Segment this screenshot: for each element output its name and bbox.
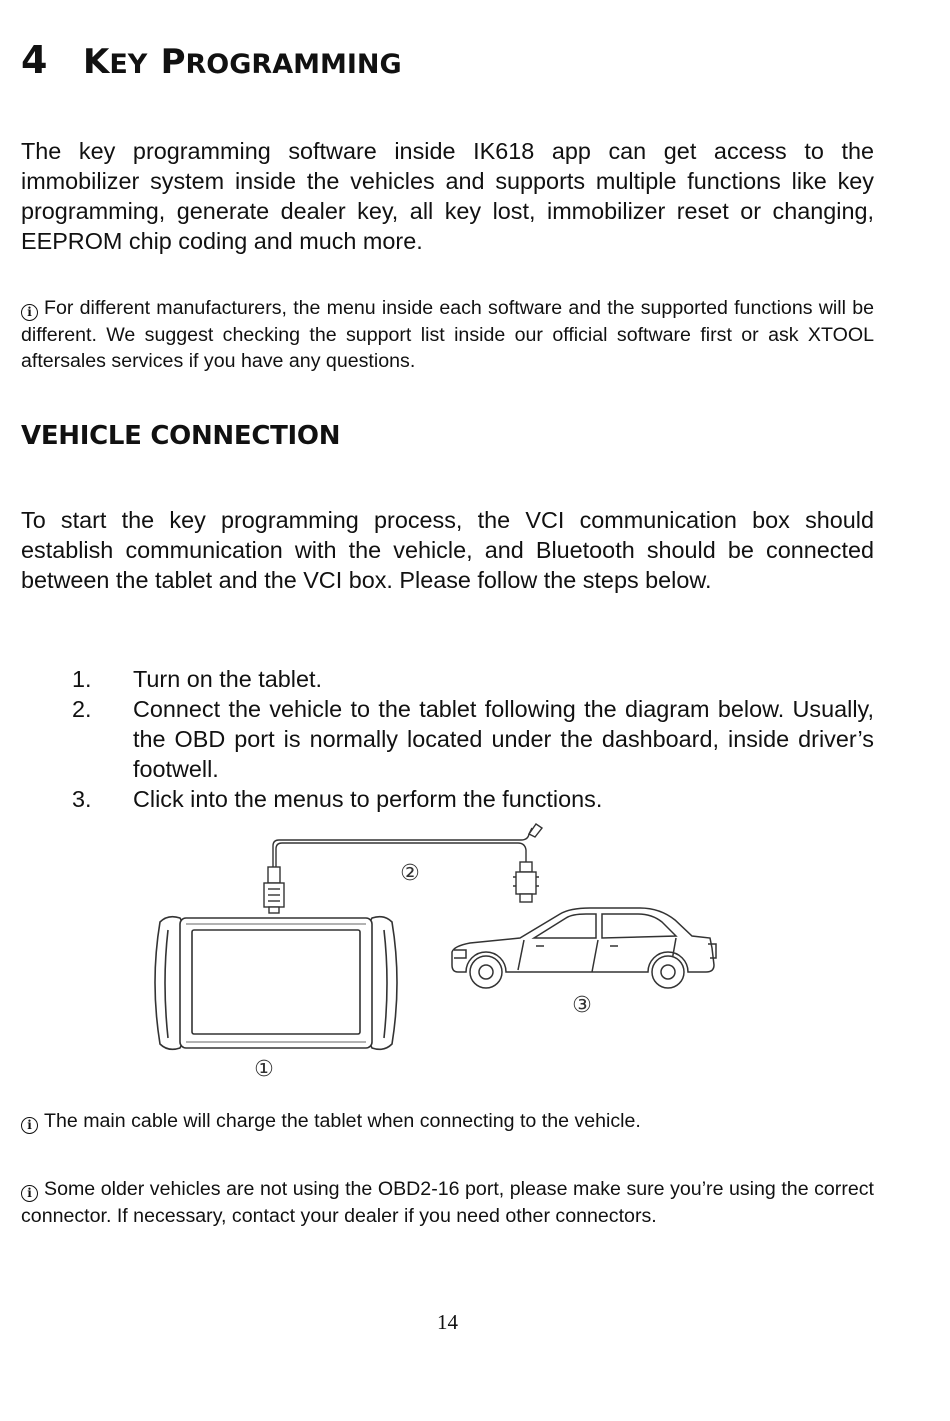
step-text: Click into the menus to perform the functions. [133,786,603,812]
callout-vehicle: ③ [572,993,592,1018]
connection-diagram [140,822,740,1087]
note-text: The main cable will charge the tablet when connecting to the vehicle. [44,1110,641,1132]
step-text: Turn on the tablet. [133,666,322,692]
info-icon: i [21,1117,38,1134]
info-icon: i [21,1185,38,1202]
list-item [72,784,874,814]
connection-paragraph: To start the key programming process, the VCI communication box should establish communication with the vehicle, and Bluetooth should be connected between the tablet and the VCI box. Please follow the steps below. [21,507,874,593]
callout-tablet: ① [254,1057,274,1082]
page-number: 14 [437,1310,458,1334]
list-item [72,664,874,694]
step-index: 2. [72,696,92,722]
chapter-heading: 4 KEY PROGRAMMING [21,38,402,82]
step-index: 3. [72,786,92,812]
section-heading: VEHICLE CONNECTION [21,421,341,451]
steps-list [72,664,874,814]
note-older-vehicles [21,1176,874,1229]
note-cable-charging [21,1108,874,1135]
note-text: For different manufacturers, the menu inside each software and the supported functions will be different. We suggest checking the support list inside our official software first or ask XTOOL aftersales services if you have any questions. [21,297,874,372]
callout-cable: ② [400,861,420,886]
list-item [72,694,874,784]
car-icon [452,908,716,988]
tablet-icon [155,917,397,1050]
note-manufacturers [21,295,874,375]
step-text: Connect the vehicle to the tablet following the diagram below. Usually, the OBD port is normally located under the dashboard, inside driver’s footwell. [133,696,874,782]
info-icon: i [21,304,38,321]
intro-paragraph: The key programming software inside IK618 app can get access to the immobilizer system inside the vehicles and supports multiple functions like key programming, generate dealer key, all key lost, immobilizer reset or changing, EEPROM chip coding and much more. [21,138,874,254]
step-index: 1. [72,666,92,692]
note-text: Some older vehicles are not using the OBD2-16 port, please make sure you’re using the correct connector. If necessary, contact your dealer if you need other connectors. [21,1178,874,1227]
chapter-number: 4 [21,38,48,82]
